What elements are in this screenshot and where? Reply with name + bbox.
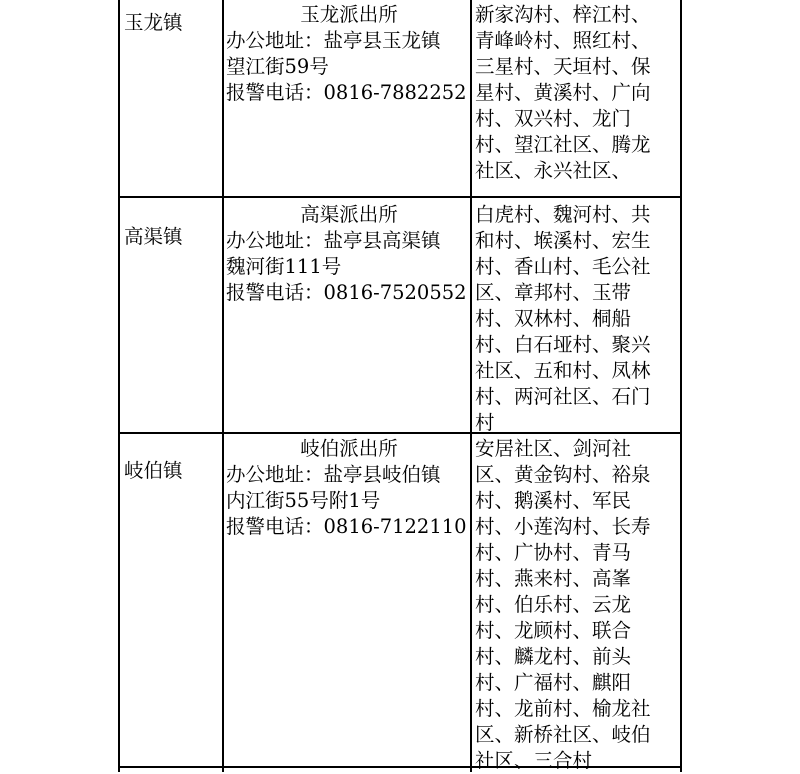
town-cell-qibo: 岐伯镇: [124, 459, 183, 482]
village-line: 村、广协村、青马: [475, 541, 632, 564]
villages-cell-qibo: [475, 436, 680, 774]
village-line: 星村、黄溪村、广向: [475, 81, 651, 104]
village-line: 安居社区、剑河社: [475, 437, 632, 460]
village-line: 区、章邦村、玉带: [475, 281, 632, 304]
village-line: 三星村、天垣村、保: [475, 55, 651, 78]
station-name: 高渠派出所: [300, 203, 398, 226]
village-line: 村、燕来村、高峯: [475, 567, 632, 590]
station-phone: 报警电话：0816-7520552: [226, 281, 467, 304]
village-line: 村、伯乐村、云龙: [475, 593, 632, 616]
station-address-street: 魏河街111号: [226, 255, 342, 278]
station-name: 玉龙派出所: [300, 3, 398, 26]
village-line: 村、白石垭村、聚兴: [475, 333, 651, 356]
village-line: 村、麟龙村、前头: [475, 645, 632, 668]
station-address-street: 内江街55号附1号: [226, 489, 381, 512]
village-line: 新家沟村、梓江村、: [475, 3, 651, 26]
villages-cell-yulong: [475, 2, 680, 184]
village-line: 社区、永兴社区、: [475, 159, 632, 182]
town-cell-gaoqu: 高渠镇: [124, 225, 183, 248]
village-line: 村、广福村、麒阳: [475, 671, 632, 694]
village-line: 白虎村、魏河村、共: [475, 203, 651, 226]
village-line: 村、两河社区、石门: [475, 385, 651, 408]
village-line: 村、鹅溪村、军民: [475, 489, 632, 512]
village-line: 村、小莲沟村、长寿: [475, 515, 651, 538]
column-divider-1: [222, 0, 224, 772]
town-cell-yulong: 玉龙镇: [124, 11, 183, 34]
police-station-table: [118, 0, 682, 772]
row-divider-1: [120, 196, 680, 198]
village-line: 青峰岭村、照红村、: [475, 29, 651, 52]
village-line: 区、新桥社区、岐伯: [475, 723, 651, 746]
village-line: 村、龙顾村、联合: [475, 619, 632, 642]
station-address: 办公地址：盐亭县岐伯镇: [226, 463, 441, 486]
station-cell-yulong: [226, 2, 472, 106]
station-address: 办公地址：盐亭县玉龙镇: [226, 29, 441, 52]
station-name: 岐伯派出所: [300, 437, 398, 460]
station-phone: 报警电话：0816-7882252: [226, 81, 467, 104]
village-line: 和村、堠溪村、宏生: [475, 229, 651, 252]
village-line: 村、望江社区、腾龙: [475, 133, 651, 156]
station-address-street: 望江街59号: [226, 55, 329, 78]
station-phone: 报警电话：0816-7122110: [226, 515, 467, 538]
column-divider-2: [470, 0, 472, 772]
village-line: 村、龙前村、榆龙社: [475, 697, 651, 720]
village-line: 村: [475, 411, 495, 434]
station-cell-gaoqu: [226, 202, 472, 306]
station-cell-qibo: [226, 436, 472, 540]
station-address: 办公地址：盐亭县高渠镇: [226, 229, 441, 252]
village-line: 区、黄金钩村、裕泉: [475, 463, 651, 486]
villages-cell-gaoqu: [475, 202, 680, 436]
village-line: 社区、三合村: [475, 749, 593, 772]
village-line: 社区、五和村、凤林: [475, 359, 651, 382]
village-line: 村、双兴村、龙门: [475, 107, 632, 130]
village-line: 村、香山村、毛公社: [475, 255, 651, 278]
village-line: 村、双林村、桐船: [475, 307, 632, 330]
